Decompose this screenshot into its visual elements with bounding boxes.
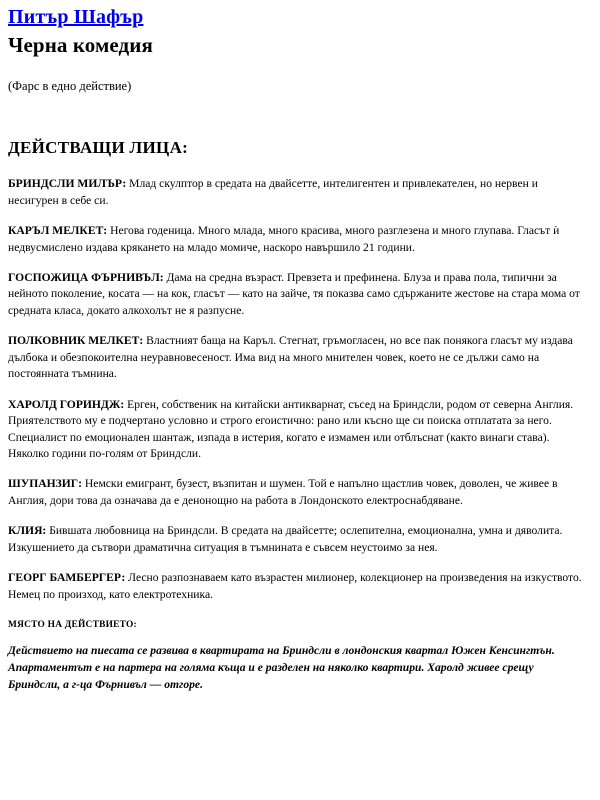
- character-description: Властният баща на Каръл. Стегнат, гръмогласен, но все пак понякога гласът му издава дълбока и обезпокоителна неуравновесеност. Има вид на много мнителен човек, което не се дължи само на постоянната тъмнина.: [8, 334, 573, 381]
- character-description: Лесно разпознаваем като възрастен милионер, колекционер на произведения на изкуството. Немец по произход, като електротехника.: [8, 571, 582, 601]
- character-name: КАРЪЛ МЕЛКЕТ:: [8, 224, 108, 238]
- list-item: [8, 523, 588, 556]
- character-description: Дама на средна възраст. Превзета и префинена. Блуза и права пола, типични за нейното поколение, косата — на кок, гласът — като на зайче, тя показва само сдържаните жестове на стара мома от средната класа, докато алкохолът не я разпусне.: [8, 270, 580, 317]
- character-name: БРИНДСЛИ МИЛЪР:: [8, 177, 127, 191]
- characters-heading: ДЕЙСТВАЩИ ЛИЦА:: [8, 138, 189, 158]
- list-item: [8, 333, 588, 382]
- character-name: ХАРОЛД ГОРИНДЖ:: [8, 397, 125, 411]
- subtitle: (Фарс в едно действие): [8, 79, 132, 94]
- character-description: Негова годеница. Много млада, много красива, много разглезена и много глупава. Гласът ѝ недвусмислено издава крякането на младо момиче, наскоро навършило 21 години.: [8, 224, 560, 254]
- character-name: ГОСПОЖИЦА ФЪРНИВЪЛ:: [8, 270, 164, 284]
- character-description: Ерген, собственик на китайски антикварнат, съсед на Бриндсли, родом от северна Англия. Приятелството му е подчертано условно и строго егоистично: рано или късно ще си поиска отплатата за него. Специалист по емоционален шантаж, изпада в истерия, когато е измамен или отблъснат (както винаги става). Няколко години по-голям от Бриндсли.: [8, 397, 574, 461]
- list-item: [8, 270, 588, 319]
- character-description: Бившата любовница на Бриндсли. В средата на двайсетте; ослепителна, емоционална, умна и дяволита. Изкушението да сътвори драматична ситуация в тъмнината е съвсем неустоимо за нея.: [8, 524, 563, 554]
- list-item: [8, 176, 588, 209]
- list-item: [8, 570, 588, 603]
- character-description: Немски емигрант, бузест, възпитан и шумен. Той е напълно щастлив човек, доволен, че живее в Англия, дори това да означава да е денонощно на работа в Лондонското електроснабдяване.: [8, 477, 558, 507]
- character-name: ГЕОРГ БАМБЕРГЕР:: [8, 571, 126, 585]
- character-description: Млад скулптор в средата на двайсетте, интелигентен и привлекателен, но нервен и несигурен в себе си.: [8, 177, 538, 207]
- character-list: [8, 176, 588, 603]
- list-item: [8, 223, 588, 256]
- page-title: Черна комедия: [8, 33, 153, 57]
- character-name: КЛИЯ:: [8, 524, 47, 538]
- character-name: ШУПАНЗИГ:: [8, 477, 83, 491]
- list-item: [8, 476, 588, 509]
- setting-label: МЯСТО НА ДЕЙСТВИЕТО:: [8, 620, 137, 631]
- character-name: ПОЛКОВНИК МЕЛКЕТ:: [8, 334, 144, 348]
- setting-description: Действието на пиесата се развива в квартирата на Бриндсли в лондонския квартал Южен Кенсингтън. Апартаментът е на партера на голяма къща и е разделен на няколко квартири. Харолд живее срещу Бриндсли, а г-ца Фърнивъл — отгоре.: [8, 644, 555, 691]
- author-link[interactable]: Питър Шафър: [8, 6, 144, 28]
- list-item: [8, 397, 588, 463]
